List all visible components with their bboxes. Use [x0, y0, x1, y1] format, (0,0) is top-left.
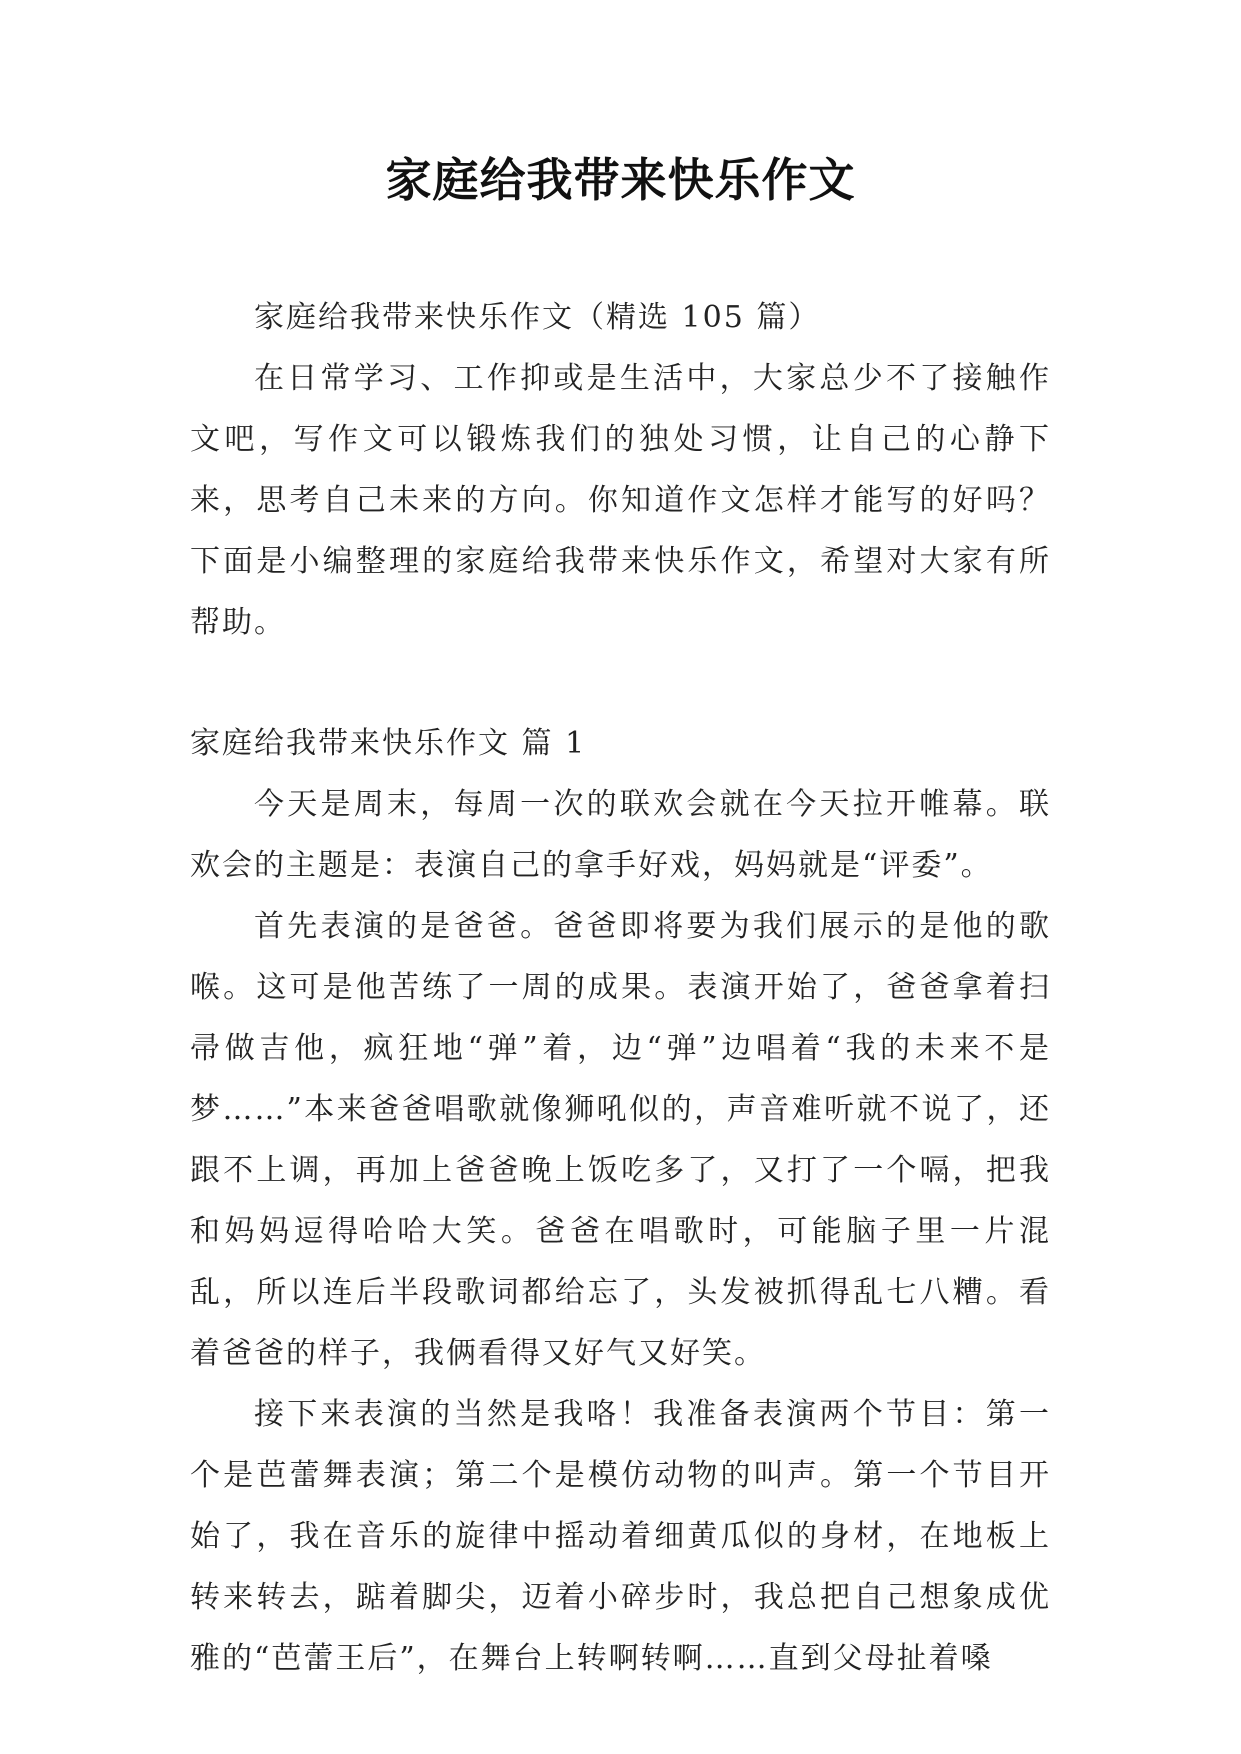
body-paragraph: 接下来表演的当然是我咯！我准备表演两个节目：第一个是芭蕾舞表演；第二个是模仿动物的叫声。第一个节目开始了，我在音乐的旋律中摇动着细黄瓜似的身材，在地板上转来转去，踮着脚尖，迈着小碎步时，我总把自己想象成优雅的“芭蕾王后”，在舞台上转啊转啊……直到父母扯着嗓 — [190, 1397, 1051, 1676]
body-paragraph: 首先表演的是爸爸。爸爸即将要为我们展示的是他的歌喉。这可是他苦练了一周的成果。表演开始了，爸爸拿着扫帚做吉他，疯狂地“弹”着，边“弹”边唱着“我的未来不是梦……”本来爸爸唱歌就像狮吼似的，声音难听就不说了，还跟不上调，再加上爸爸晚上饭吃多了，又打了一个嗝，把我和妈妈逗得哈哈大笑。爸爸在唱歌时，可能脑子里一片混乱，所以连后半段歌词都给忘了，头发被抓得乱七八糟。看着爸爸的样子，我俩看得又好气又好笑。 — [190, 909, 1051, 1371]
intro-paragraph: 在日常学习、工作抑或是生活中，大家总少不了接触作文吧，写作文可以锻炼我们的独处习惯，让自己的心静下来，思考自己未来的方向。你知道作文怎样才能写的好吗？下面是小编整理的家庭给我带来快乐作文，希望对大家有所帮助。 — [190, 361, 1051, 640]
body-paragraph: 今天是周末，每周一次的联欢会就在今天拉开帷幕。联欢会的主题是：表演自己的拿手好戏，妈妈就是“评委”。 — [190, 787, 1051, 883]
document-subtitle: 家庭给我带来快乐作文（精选 105 篇） — [254, 300, 821, 335]
section-heading: 家庭给我带来快乐作文 篇 1 — [190, 726, 587, 761]
document-body — [190, 287, 1051, 1689]
document-title: 家庭给我带来快乐作文 — [385, 153, 856, 207]
